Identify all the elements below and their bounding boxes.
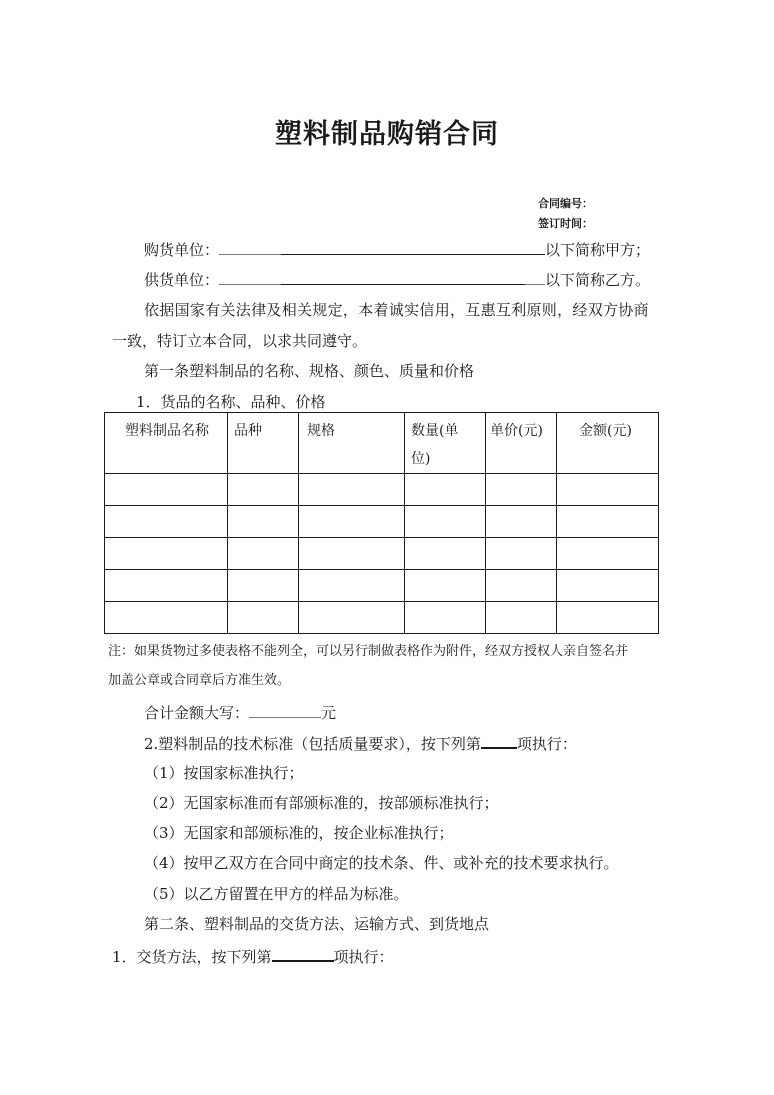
table-cell[interactable] xyxy=(299,474,405,506)
table-row xyxy=(105,506,659,538)
item-2-line xyxy=(144,731,577,754)
item-2-suffix: 项执行： xyxy=(516,735,577,753)
standard-item: （4）按甲乙双方在合同中商定的技术条、件、或补充的技术要求执行。 xyxy=(144,854,619,872)
seller-label: 供货单位： xyxy=(144,271,220,289)
delivery-method-blank[interactable] xyxy=(272,944,334,962)
table-cell[interactable] xyxy=(228,538,299,570)
table-header-cell: 单价(元) xyxy=(486,413,557,474)
item-2-text: 2.塑料制品的技术标准（包括质量要求），按下列第 xyxy=(144,735,481,753)
buyer-line xyxy=(144,238,650,260)
table-header-cell: 数量(单位) xyxy=(405,413,486,474)
table-row xyxy=(105,570,659,602)
table-cell[interactable] xyxy=(405,474,486,506)
table-note-line-2: 加盖公章或合同章后方准生效。 xyxy=(108,673,291,688)
table-cell[interactable] xyxy=(299,570,405,602)
seller-blank-a[interactable] xyxy=(219,268,281,285)
delivery-method-line xyxy=(112,944,394,967)
delivery-method-text: 1．交货方法，按下列第 xyxy=(112,948,272,966)
table-cell[interactable] xyxy=(105,506,228,538)
table-cell[interactable] xyxy=(299,538,405,570)
article-2-title: 第二条、塑料制品的交货方法、运输方式、到货地点 xyxy=(144,915,490,933)
intro-line-1: 依据国家有关法律及相关规定，本着诚实信用，互惠互利原则，经双方协商 xyxy=(144,301,649,319)
table-cell[interactable] xyxy=(486,570,557,602)
item-2-blank[interactable] xyxy=(481,731,517,749)
table-header-cell: 品种 xyxy=(228,413,299,474)
table-cell[interactable] xyxy=(405,506,486,538)
table-header-cell: 塑料制品名称 xyxy=(105,413,228,474)
table-header-row xyxy=(105,413,659,474)
contract-title: 塑料制品购销合同 xyxy=(275,119,499,150)
table-row xyxy=(105,538,659,570)
table-header-cell: 规格 xyxy=(299,413,405,474)
table-cell[interactable] xyxy=(228,474,299,506)
standard-item: （2）无国家标准而有部颁标准的，按部颁标准执行； xyxy=(144,794,499,812)
table-row xyxy=(105,602,659,634)
table-cell[interactable] xyxy=(105,538,228,570)
table-cell[interactable] xyxy=(557,506,659,538)
table-cell[interactable] xyxy=(557,538,659,570)
sign-time-label: 签订时间： xyxy=(538,217,593,230)
table-cell[interactable] xyxy=(228,602,299,634)
buyer-label: 购货单位： xyxy=(144,241,220,259)
seller-blank-b[interactable] xyxy=(281,268,525,285)
standard-item: （3）无国家和部颁标准的，按企业标准执行； xyxy=(144,824,454,842)
table-cell[interactable] xyxy=(405,570,486,602)
table-cell[interactable] xyxy=(228,570,299,602)
table-row xyxy=(105,474,659,506)
table-cell[interactable] xyxy=(105,570,228,602)
table-cell[interactable] xyxy=(486,602,557,634)
article-1-title: 第一条塑料制品的名称、规格、颜色、质量和价格 xyxy=(144,362,475,380)
intro-line-2: 一致，特订立本合同，以求共同遵守。 xyxy=(112,332,368,350)
seller-suffix: 以下简称乙方。 xyxy=(545,271,651,289)
table-cell[interactable] xyxy=(486,474,557,506)
table-cell[interactable] xyxy=(557,602,659,634)
table-header-cell: 金额(元) xyxy=(557,413,659,474)
table-cell[interactable] xyxy=(105,602,228,634)
table-cell[interactable] xyxy=(486,506,557,538)
table-cell[interactable] xyxy=(405,602,486,634)
buyer-suffix: 以下简称甲方； xyxy=(545,241,651,259)
buyer-blank-b[interactable] xyxy=(281,238,545,255)
table-note-line-1: 注：如果货物过多使表格不能列全，可以另行制做表格作为附件，经双方授权人亲自签名并 xyxy=(108,644,629,659)
delivery-method-suffix: 项执行： xyxy=(333,948,394,966)
total-amount-unit: 元 xyxy=(321,704,337,722)
seller-blank-c[interactable] xyxy=(525,268,545,285)
standard-item: （5）以乙方留置在甲方的样品为标准。 xyxy=(144,885,409,903)
table-cell[interactable] xyxy=(557,570,659,602)
contract-number-label: 合同编号： xyxy=(538,197,593,210)
table-cell[interactable] xyxy=(557,474,659,506)
table-cell[interactable] xyxy=(486,538,557,570)
table-cell[interactable] xyxy=(405,538,486,570)
table-cell[interactable] xyxy=(228,506,299,538)
total-amount-blank[interactable] xyxy=(249,701,321,718)
buyer-blank-a[interactable] xyxy=(219,238,281,255)
seller-line xyxy=(144,268,650,290)
item-1-title: 1．货品的名称、品种、价格 xyxy=(136,393,326,411)
table-cell[interactable] xyxy=(105,474,228,506)
table-cell[interactable] xyxy=(299,602,405,634)
standard-item: （1）按国家标准执行； xyxy=(144,764,304,782)
total-amount-line xyxy=(144,701,336,723)
total-amount-label: 合计金额大写： xyxy=(144,704,250,722)
table-cell[interactable] xyxy=(299,506,405,538)
goods-table xyxy=(104,412,659,634)
